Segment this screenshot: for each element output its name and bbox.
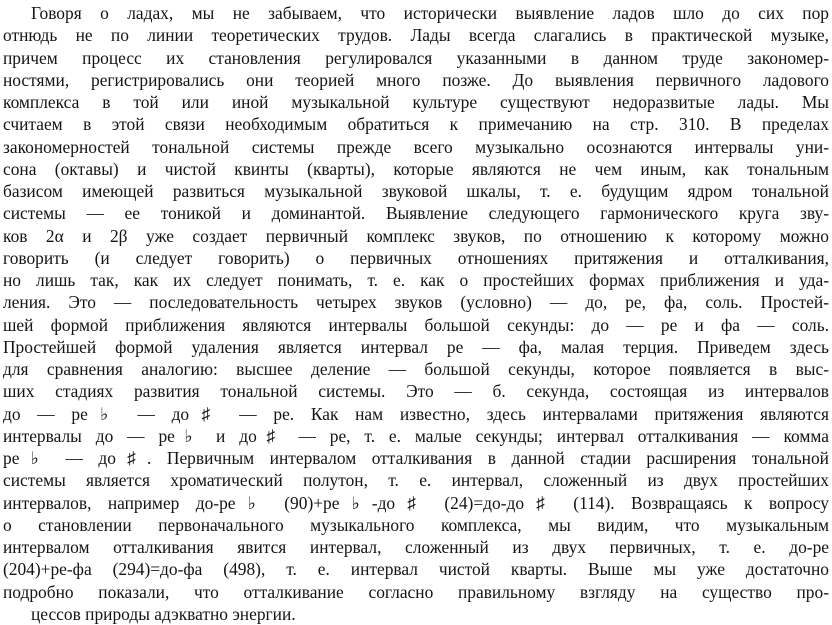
text-line-3: причем процесс их становления регулировался указанными в данном труде закономер-: [3, 47, 829, 68]
text-line-10: системы — ее тоникой и доминантой. Выявление следующего гармонического круга зву-: [3, 203, 829, 224]
text-line-14: ления. Это — последовательность четырех звуков (условно) — до, ре, фа, соль. Простей-: [3, 292, 829, 313]
text-line-5: комплекса в той или иной музыкальной культуре существуют недоразвитые лады. Мы: [3, 92, 829, 112]
text-line-26: (204)+ре-фа (294)=до-фа (498), т. е. интервал чистой кварты. Выше мы уже достаточно: [3, 559, 829, 580]
text-line-12: говорить (и следует говорить) о первичных отношениях притяжения и отталкивания,: [3, 247, 829, 268]
text-line-22: системы является хроматический полутон, т. е. интервал, сложенный из двух простейших: [3, 470, 829, 491]
body-paragraph: [3, 2, 829, 625]
text-line-11: ков 2α и 2β уже создает первичный комплекс звуков, по отношению к которому можно: [3, 225, 829, 246]
text-line-2: отнюдь не по линии теоретических трудов. Лады всегда слагались в практической музыке,: [3, 25, 829, 46]
text-line-8: сона (октавы) и чистой квинты (кварты), которые являются не чем иным, как тональным: [3, 158, 829, 179]
text-line-4: ностями, регистрировались они теорией много позже. До выявления первичного ладового: [3, 69, 829, 90]
text-line-16: Простейшей формой удаления является интервал ре — фа, малая терция. Приведем здесь: [3, 336, 829, 357]
text-line-21: ре♭ — до♯. Первичным интервалом отталкивания в данной стадии расширения тональной: [3, 448, 829, 468]
text-line-18: ших стадиях развития тональной системы. Это — б. секунда, состоящая из интервалов: [3, 381, 829, 402]
text-line-27: подробно показали, что отталкивание согласно правильному взгляду на существо про-: [3, 581, 829, 602]
text-line-6: считаем в этой связи необходимым обратиться к примечанию на стр. 310. В пределах: [3, 114, 829, 135]
text-line-25: интервалом отталкивания явится интервал, сложенный из двух первичных, т. е. до-ре: [3, 537, 829, 557]
text-line-19: до — ре♭ — до♯ — ре. Как нам известно, здесь интервалами притяжения являются: [3, 403, 829, 424]
text-line-24: о становлении первоначального музыкального комплекса, мы видим, что музыкальным: [3, 514, 829, 535]
text-line-17: для сравнения аналогию: высшее деление — большой секунды, которое появляется в выс-: [3, 359, 829, 379]
text-line-7: закономерностей тональной системы прежде всего музыкально осознаются интервалы уни-: [3, 136, 829, 157]
text-line-15: шей формой приближения являются интервалы большой секунды: до — ре и фа — соль.: [3, 314, 829, 335]
text-line-23: интервалов, например до-ре♭ (90)+ре♭-до♯ (24)=до-до♯ (114). Возвращаясь к вопросу: [3, 492, 829, 513]
text-line-1: Говоря о ладах, мы не забываем, что исторически выявление ладов шло до сих пор: [31, 3, 829, 23]
text-line-28: цессов природы адэкватно энергии.: [31, 603, 296, 624]
text-line-13: но лишь так, как их следует понимать, т. е. как о простейших формах приближения и уда-: [3, 270, 829, 290]
text-line-20: интервалы до — ре♭ и до♯ — ре, т. е. малые секунды; интервал отталкивания — комма: [3, 425, 829, 446]
text-line-9: базисом имеющей развиться музыкальной звуковой шкалы, т. е. будущим ядром тональной: [3, 181, 829, 201]
